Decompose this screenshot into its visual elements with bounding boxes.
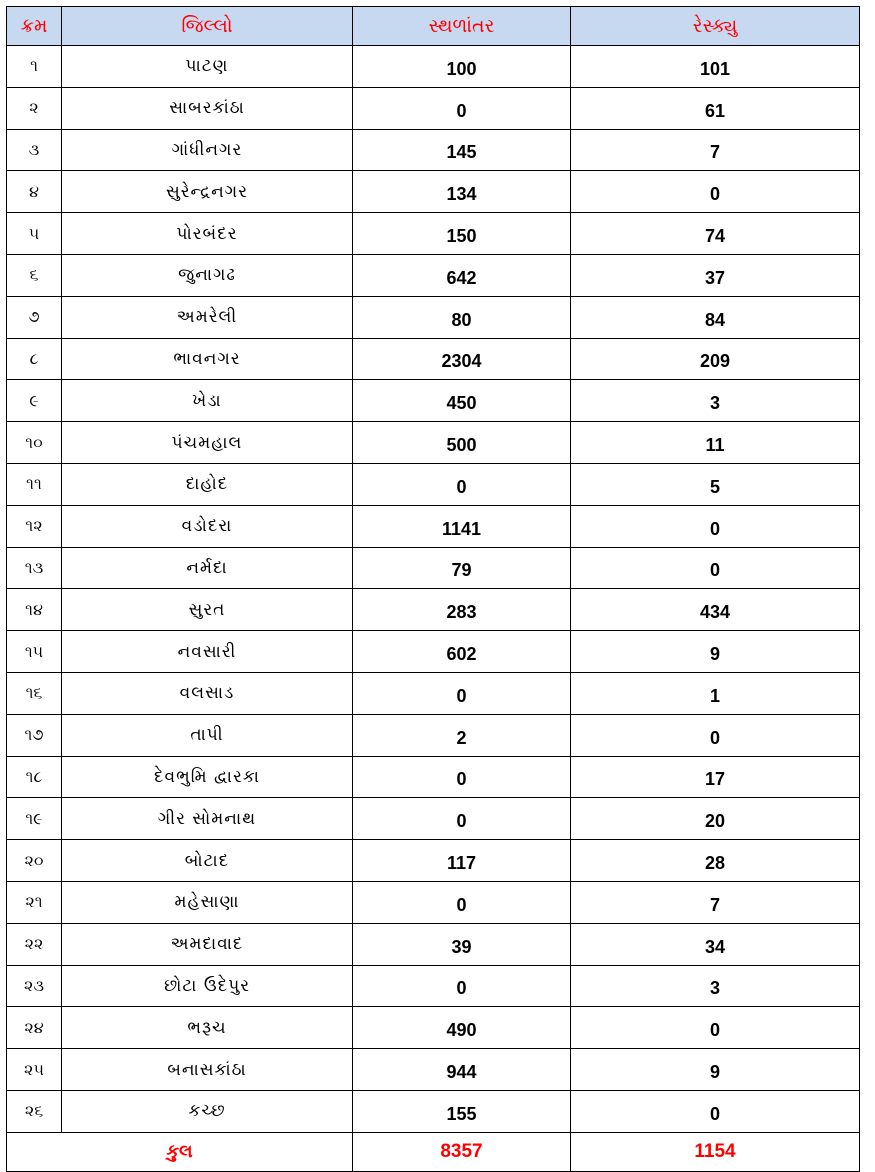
row-rescue: 20 <box>571 798 860 840</box>
row-relocation: 117 <box>353 840 571 882</box>
row-sr: ૧૯ <box>7 798 62 840</box>
table-row <box>7 338 860 380</box>
row-district: પંચમહાલ <box>62 422 353 464</box>
row-district: ભરૂચ <box>62 1007 353 1049</box>
row-relocation: 0 <box>353 672 571 714</box>
table-row <box>7 631 860 673</box>
row-rescue: 9 <box>571 631 860 673</box>
row-district: સાબરકાંઠા <box>62 87 353 129</box>
row-relocation: 150 <box>353 213 571 255</box>
row-relocation: 944 <box>353 1049 571 1091</box>
row-rescue: 3 <box>571 965 860 1007</box>
row-relocation: 0 <box>353 965 571 1007</box>
table-row <box>7 798 860 840</box>
row-rescue: 5 <box>571 463 860 505</box>
row-relocation: 0 <box>353 463 571 505</box>
row-district: કચ્છ <box>62 1090 353 1132</box>
row-relocation: 134 <box>353 171 571 213</box>
total-relocation: 8357 <box>353 1132 571 1171</box>
row-district: ભાવનગર <box>62 338 353 380</box>
row-district: પાટણ <box>62 46 353 88</box>
row-sr: ૨૦ <box>7 840 62 882</box>
row-district: બનાસકાંઠા <box>62 1049 353 1091</box>
row-sr: ૨૫ <box>7 1049 62 1091</box>
row-rescue: 0 <box>571 1007 860 1049</box>
table-body <box>7 46 860 1133</box>
table-row <box>7 589 860 631</box>
row-sr: ૬ <box>7 254 62 296</box>
row-relocation: 145 <box>353 129 571 171</box>
row-sr: ૨૬ <box>7 1090 62 1132</box>
row-rescue: 0 <box>571 171 860 213</box>
table-row <box>7 254 860 296</box>
total-label: કુલ <box>7 1132 353 1171</box>
table-row <box>7 296 860 338</box>
row-relocation: 79 <box>353 547 571 589</box>
table-header <box>7 7 860 46</box>
table-row <box>7 714 860 756</box>
row-district: ગીર સોમનાથ <box>62 798 353 840</box>
table-row <box>7 46 860 88</box>
row-district: પોરબંદર <box>62 213 353 255</box>
row-sr: ૧૦ <box>7 422 62 464</box>
table-row <box>7 923 860 965</box>
table-footer <box>7 1132 860 1171</box>
row-sr: ૧૫ <box>7 631 62 673</box>
row-sr: ૨૧ <box>7 881 62 923</box>
row-relocation: 450 <box>353 380 571 422</box>
row-relocation: 642 <box>353 254 571 296</box>
row-rescue: 0 <box>571 547 860 589</box>
row-sr: ૨ <box>7 87 62 129</box>
row-rescue: 0 <box>571 505 860 547</box>
row-relocation: 500 <box>353 422 571 464</box>
row-rescue: 11 <box>571 422 860 464</box>
row-relocation: 0 <box>353 798 571 840</box>
table-row <box>7 881 860 923</box>
row-sr: ૩ <box>7 129 62 171</box>
table-row <box>7 422 860 464</box>
row-rescue: 209 <box>571 338 860 380</box>
row-district: દાહોદ <box>62 463 353 505</box>
row-relocation: 0 <box>353 756 571 798</box>
row-rescue: 3 <box>571 380 860 422</box>
row-district: મહેસાણા <box>62 881 353 923</box>
row-sr: ૧૮ <box>7 756 62 798</box>
row-relocation: 1141 <box>353 505 571 547</box>
row-district: સુરત <box>62 589 353 631</box>
table-row <box>7 672 860 714</box>
table-row <box>7 1049 860 1091</box>
row-rescue: 434 <box>571 589 860 631</box>
header-relocation: સ્થળાંતર <box>353 7 571 46</box>
table-row <box>7 463 860 505</box>
row-relocation: 155 <box>353 1090 571 1132</box>
row-sr: ૧ <box>7 46 62 88</box>
row-relocation: 39 <box>353 923 571 965</box>
row-rescue: 9 <box>571 1049 860 1091</box>
row-sr: ૨૨ <box>7 923 62 965</box>
row-rescue: 17 <box>571 756 860 798</box>
row-sr: ૧૩ <box>7 547 62 589</box>
total-rescue: 1154 <box>571 1132 860 1171</box>
row-district: ગાંધીનગર <box>62 129 353 171</box>
row-relocation: 0 <box>353 881 571 923</box>
table-row <box>7 171 860 213</box>
row-rescue: 61 <box>571 87 860 129</box>
row-sr: ૭ <box>7 296 62 338</box>
row-rescue: 84 <box>571 296 860 338</box>
row-relocation: 2 <box>353 714 571 756</box>
row-relocation: 283 <box>353 589 571 631</box>
row-relocation: 0 <box>353 87 571 129</box>
table-row <box>7 505 860 547</box>
row-district: નર્મદા <box>62 547 353 589</box>
header-rescue: રેસ્ક્યુ <box>571 7 860 46</box>
row-sr: ૧૨ <box>7 505 62 547</box>
row-rescue: 0 <box>571 714 860 756</box>
table-row <box>7 756 860 798</box>
row-sr: ૯ <box>7 380 62 422</box>
row-district: અમરેલી <box>62 296 353 338</box>
row-sr: ૮ <box>7 338 62 380</box>
row-sr: ૫ <box>7 213 62 255</box>
row-district: સુરેન્દ્રનગર <box>62 171 353 213</box>
row-district: વડોદરા <box>62 505 353 547</box>
row-district: દેવભુમિ દ્વારકા <box>62 756 353 798</box>
row-district: નવસારી <box>62 631 353 673</box>
row-sr: ૨૩ <box>7 965 62 1007</box>
row-district: ખેડા <box>62 380 353 422</box>
table-row <box>7 213 860 255</box>
row-rescue: 74 <box>571 213 860 255</box>
row-rescue: 34 <box>571 923 860 965</box>
row-sr: ૪ <box>7 171 62 213</box>
row-rescue: 7 <box>571 881 860 923</box>
row-rescue: 0 <box>571 1090 860 1132</box>
row-sr: ૧૪ <box>7 589 62 631</box>
row-relocation: 490 <box>353 1007 571 1049</box>
total-row <box>7 1132 860 1171</box>
row-relocation: 80 <box>353 296 571 338</box>
row-rescue: 7 <box>571 129 860 171</box>
row-relocation: 2304 <box>353 338 571 380</box>
row-rescue: 1 <box>571 672 860 714</box>
table-row <box>7 965 860 1007</box>
table-row <box>7 840 860 882</box>
header-district: જિલ્લો <box>62 7 353 46</box>
row-sr: ૧૬ <box>7 672 62 714</box>
row-rescue: 28 <box>571 840 860 882</box>
row-district: બોટાદ <box>62 840 353 882</box>
table-row <box>7 547 860 589</box>
district-data-table <box>6 6 860 1172</box>
row-rescue: 37 <box>571 254 860 296</box>
row-district: જુનાગઢ <box>62 254 353 296</box>
row-relocation: 100 <box>353 46 571 88</box>
row-sr: ૧૧ <box>7 463 62 505</box>
table-row <box>7 1007 860 1049</box>
table-row <box>7 380 860 422</box>
table-row <box>7 129 860 171</box>
row-district: અમદાવાદ <box>62 923 353 965</box>
header-sr: ક્રમ <box>7 7 62 46</box>
row-sr: ૧૭ <box>7 714 62 756</box>
row-rescue: 101 <box>571 46 860 88</box>
header-row <box>7 7 860 46</box>
row-district: છોટા ઉદેપુર <box>62 965 353 1007</box>
table-row <box>7 1090 860 1132</box>
table-row <box>7 87 860 129</box>
row-sr: ૨૪ <box>7 1007 62 1049</box>
row-district: વલસાડ <box>62 672 353 714</box>
row-relocation: 602 <box>353 631 571 673</box>
row-district: તાપી <box>62 714 353 756</box>
